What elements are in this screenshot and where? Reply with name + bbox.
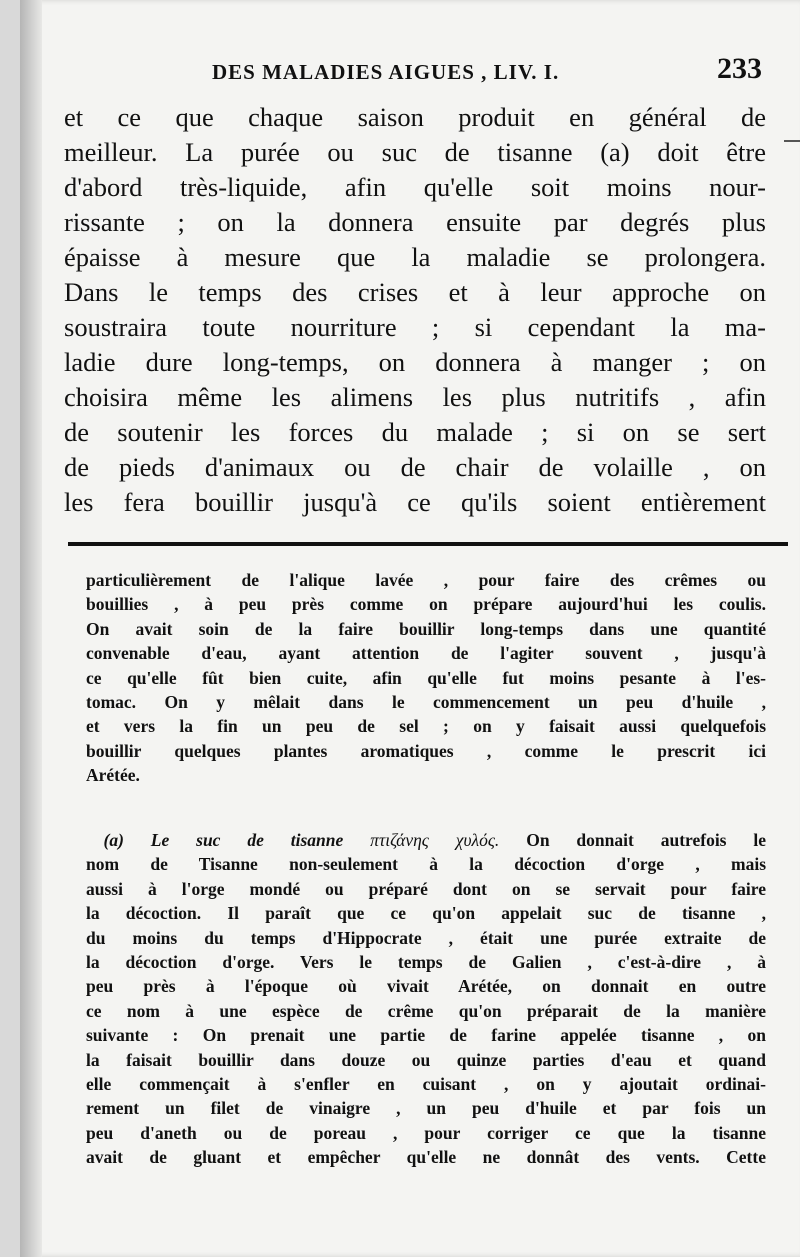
text-line: soustraira toute nourriture ; si cependant la ma- bbox=[64, 312, 766, 342]
footnote-line: bouillir quelques plantes aromatiques , comme le prescrit ici bbox=[86, 740, 766, 761]
page-header bbox=[20, 52, 800, 92]
greek-term: πτιζάνης χυλός. bbox=[370, 830, 500, 850]
footnote-line: ce nom à une espèce de crême qu'on préparait de la manière bbox=[86, 1000, 766, 1021]
footnote-line: la décoction d'orge. Vers le temps de Galien , c'est-à-dire , à bbox=[86, 952, 766, 973]
text-line: les fera bouillir jusqu'à ce qu'ils soient entièrement bbox=[64, 487, 766, 517]
main-text bbox=[64, 100, 766, 520]
footnote-line: du moins du temps d'Hippocrate , était une purée extraite de bbox=[86, 927, 766, 948]
footnote-line: nom de Tisanne non-seulement à la décoction d'orge , mais bbox=[86, 854, 766, 875]
footnote-line: On avait soin de la faire bouillir long-temps dans une quantité bbox=[86, 618, 766, 639]
footnote-line: suivante : On prenait une partie de farine appelée tisanne , on bbox=[86, 1025, 766, 1046]
footnote-line: aussi à l'orge mondé ou préparé dont on se servait pour faire bbox=[86, 878, 766, 899]
footnote-line: elle commençait à s'enfler en cuisant , on y ajoutait ordinai- bbox=[86, 1074, 766, 1095]
footnote-first-line-text: On donnait autrefois le bbox=[526, 830, 767, 850]
text-line: choisira même les alimens les plus nutritifs , afin bbox=[64, 382, 766, 412]
footnote-line: et vers la fin un peu de sel ; on y faisait aussi quelquefois bbox=[86, 716, 766, 737]
text-line: meilleur. La purée ou suc de tisanne (a) doit être bbox=[64, 137, 766, 167]
text-line: de soutenir les forces du malade ; si on se sert bbox=[64, 417, 766, 447]
footnote-separator-rule bbox=[68, 542, 788, 546]
spine-shadow bbox=[20, 0, 42, 1257]
footnote-lemma: Le suc de tisanne bbox=[150, 830, 344, 850]
margin-mark bbox=[784, 140, 800, 142]
text-line: Dans le temps des crises et à leur approche on bbox=[64, 277, 766, 307]
footnote-line: la décoction. Il paraît que ce qu'on appelait suc de tisanne , bbox=[86, 903, 766, 924]
footnote-continued bbox=[86, 568, 766, 788]
footnote-line: avait de gluant et empêcher qu'elle ne donnât des vents. Cette bbox=[86, 1147, 766, 1168]
footnote-line: ce qu'elle fût bien cuite, afin qu'elle fut moins pesante à l'es- bbox=[86, 667, 766, 688]
footnote-line: peu près à l'époque où vivait Arétée, on donnait en outre bbox=[86, 976, 766, 997]
footnote-line: particulièrement de l'alique lavée , pour faire des crêmes ou bbox=[86, 570, 766, 590]
book-page bbox=[20, 0, 800, 1257]
footnote-line: bouillies , à peu près comme on prépare aujourd'hui les coulis. bbox=[86, 594, 766, 615]
footnote-line: tomac. On y mêlait dans le commencement un peu d'huile , bbox=[86, 692, 766, 713]
footnote-a-first-line bbox=[86, 828, 766, 852]
footnote-a bbox=[86, 828, 766, 1170]
footnote-line: Arétée. bbox=[86, 765, 140, 786]
text-line: ladie dure long-temps, on donnera à manger ; on bbox=[64, 347, 766, 377]
footnote-line: la faisait bouillir dans douze ou quinze parties d'eau et quand bbox=[86, 1049, 766, 1070]
text-line: de pieds d'animaux ou de chair de volaille , on bbox=[64, 452, 766, 482]
text-line: d'abord très-liquide, afin qu'elle soit moins nour- bbox=[64, 172, 766, 202]
text-line: rissante ; on la donnera ensuite par degrés plus bbox=[64, 207, 766, 237]
running-head: DES MALADIES AIGUES , LIV. I. bbox=[212, 60, 560, 84]
text-line: et ce que chaque saison produit en général de bbox=[64, 102, 766, 132]
footnote-line: peu d'aneth ou de poreau , pour corriger ce que la tisanne bbox=[86, 1122, 766, 1143]
text-line: épaisse à mesure que la maladie se prolongera. bbox=[64, 242, 766, 272]
page-number: 233 bbox=[717, 52, 762, 85]
footnote-line: rement un filet de vinaigre , un peu d'huile et par fois un bbox=[86, 1098, 766, 1119]
footnote-line: convenable d'eau, ayant attention de l'agiter souvent , jusqu'à bbox=[86, 643, 766, 664]
footnote-marker: (a) bbox=[103, 830, 124, 850]
